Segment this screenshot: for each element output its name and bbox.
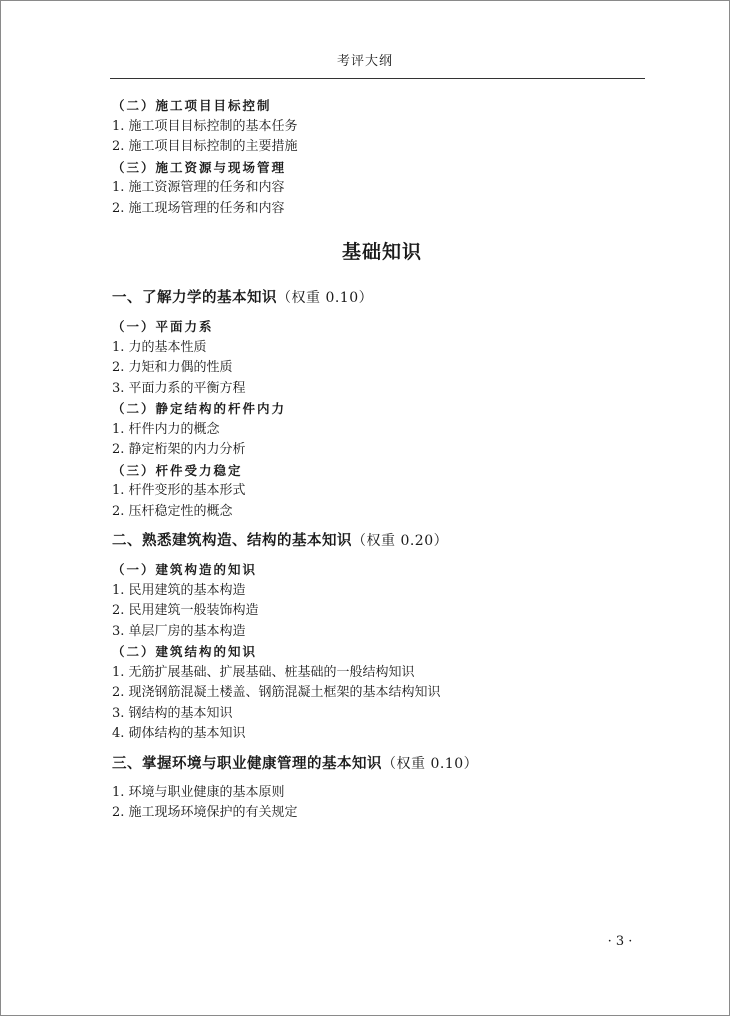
list-item: 1. 施工资源管理的任务和内容 (112, 180, 285, 195)
list-item: 2. 静定桁架的内力分析 (112, 442, 246, 457)
running-header: 考评大纲 (336, 54, 393, 69)
part-heading (112, 753, 652, 775)
list-item: 2. 民用建筑一般装饰构造 (112, 603, 259, 618)
list-item: 1. 施工项目目标控制的基本任务 (112, 118, 298, 134)
part-heading (112, 530, 652, 552)
list-item: 1. 无筋扩展基础、扩展基础、桩基础的一般结构知识 (112, 664, 415, 680)
part-heading-text: 一、了解力学的基本知识 (112, 290, 277, 306)
list-item: 3. 平面力系的平衡方程 (112, 380, 246, 396)
list-item: 4. 砌体结构的基本知识 (112, 726, 246, 741)
page-number: · 3 · (607, 934, 633, 949)
list-item: 1. 力的基本性质 (112, 339, 207, 355)
list-item: 3. 钢结构的基本知识 (112, 705, 233, 721)
list-item: 3. 单层厂房的基本构造 (112, 623, 246, 639)
part-weight: （权重 0.10） (382, 755, 479, 772)
part-weight: （权重 0.20） (352, 533, 449, 549)
part-heading-text: 二、熟悉建筑构造、结构的基本知识 (112, 533, 352, 549)
list-item: 2. 施工项目目标控制的主要措施 (112, 139, 298, 154)
list-item: 2. 压杆稳定性的概念 (112, 503, 233, 519)
list-item: 1. 民用建筑的基本构造 (112, 582, 246, 598)
subheading: （一）平面力系 (112, 319, 214, 334)
subheading: （三）杆件受力稳定 (112, 462, 243, 478)
subheading: （一）建筑构造的知识 (112, 562, 258, 577)
part-heading (112, 287, 652, 309)
list-item: 2. 施工现场管理的任务和内容 (112, 200, 285, 216)
list-item: 2. 施工现场环境保护的有关规定 (112, 805, 298, 820)
page-content (112, 96, 652, 824)
part-heading-text: 三、掌握环境与职业健康管理的基本知识 (112, 755, 382, 772)
list-item: 1. 杆件变形的基本形式 (112, 483, 246, 498)
list-item: 2. 现浇钢筋混凝土楼盖、钢筋混凝土框架的基本结构知识 (112, 685, 441, 700)
subheading: （二）静定结构的杆件内力 (112, 401, 287, 416)
subheading: （三）施工资源与现场管理 (112, 159, 287, 175)
section-title: 基础知识 (341, 241, 422, 263)
list-item: 1. 杆件内力的概念 (112, 421, 220, 437)
header-rule (110, 78, 645, 79)
list-item: 2. 力矩和力偶的性质 (112, 360, 233, 375)
subheading: （二）施工项目目标控制 (112, 98, 272, 113)
part-weight: （权重 0.10） (277, 290, 374, 306)
subheading: （二）建筑结构的知识 (112, 644, 258, 659)
list-item: 1. 环境与职业健康的基本原则 (112, 784, 285, 800)
